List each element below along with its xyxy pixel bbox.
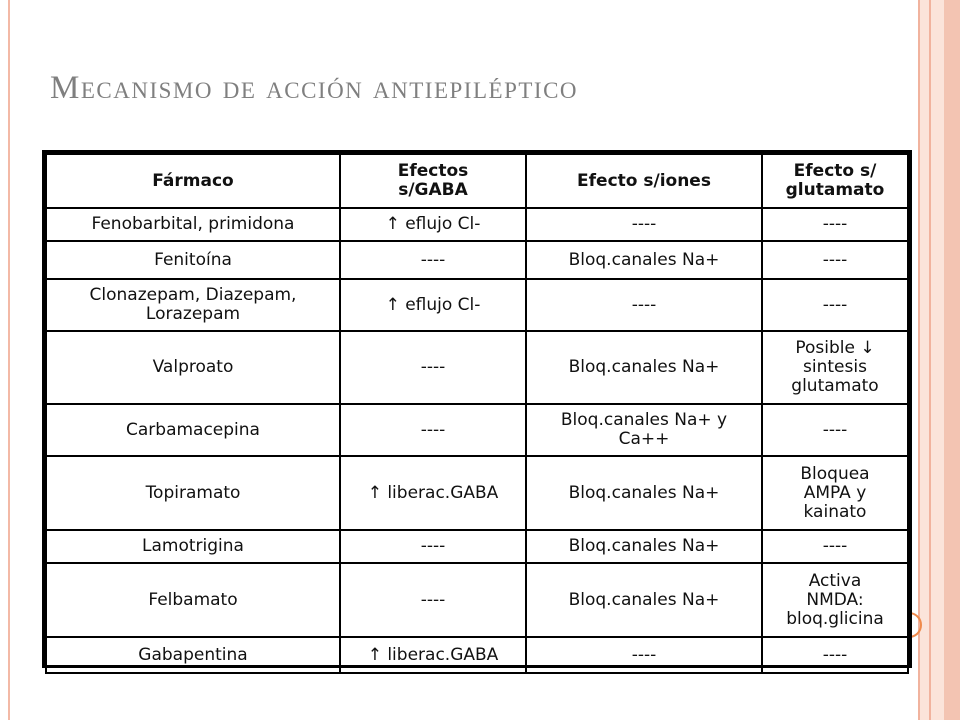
slide-frame-right xyxy=(918,0,960,720)
cell-iones: Bloq.canales Na+ y Ca++ xyxy=(526,404,762,456)
cell-gaba: ↑ eflujo Cl- xyxy=(340,208,526,241)
slide-title: Mecanismo de acción antiepiléptico xyxy=(50,70,579,106)
cell-gaba: ---- xyxy=(340,530,526,563)
cell-iones: ---- xyxy=(526,279,762,331)
cell-gaba: ↑ eflujo Cl- xyxy=(340,279,526,331)
cell-iones: ---- xyxy=(526,208,762,241)
header-glutamato: Efecto s/ glutamato xyxy=(762,154,908,208)
cell-iones: ---- xyxy=(526,637,762,673)
cell-farmaco: Carbamacepina xyxy=(46,404,340,456)
cell-farmaco: Topiramato xyxy=(46,456,340,530)
table-row xyxy=(46,279,908,331)
cell-glutamato: Bloquea AMPA y kainato xyxy=(762,456,908,530)
cell-gaba: ↑ liberac.GABA xyxy=(340,637,526,673)
cell-glutamato: ---- xyxy=(762,530,908,563)
table-header-row xyxy=(46,154,908,208)
cell-glutamato: ---- xyxy=(762,637,908,673)
drug-mechanism-table xyxy=(42,150,912,668)
table-row xyxy=(46,456,908,530)
cell-iones: Bloq.canales Na+ xyxy=(526,456,762,530)
table-row xyxy=(46,208,908,241)
cell-gaba: ---- xyxy=(340,241,526,279)
table-row xyxy=(46,530,908,563)
cell-gaba: ---- xyxy=(340,331,526,404)
cell-farmaco: Valproato xyxy=(46,331,340,404)
table-row xyxy=(46,404,908,456)
cell-gaba: ↑ liberac.GABA xyxy=(340,456,526,530)
cell-farmaco: Felbamato xyxy=(46,563,340,637)
table-row xyxy=(46,241,908,279)
cell-glutamato: Posible ↓ sintesis glutamato xyxy=(762,331,908,404)
table-row xyxy=(46,331,908,404)
cell-gaba: ---- xyxy=(340,563,526,637)
cell-gaba: ---- xyxy=(340,404,526,456)
cell-glutamato: ---- xyxy=(762,404,908,456)
cell-farmaco: Lamotrigina xyxy=(46,530,340,563)
cell-iones: Bloq.canales Na+ xyxy=(526,530,762,563)
cell-farmaco: Gabapentina xyxy=(46,637,340,673)
cell-glutamato: ---- xyxy=(762,241,908,279)
cell-glutamato: ---- xyxy=(762,279,908,331)
table-row xyxy=(46,637,908,673)
cell-iones: Bloq.canales Na+ xyxy=(526,331,762,404)
header-iones: Efecto s/iones xyxy=(526,154,762,208)
cell-farmaco: Clonazepam, Diazepam, Lorazepam xyxy=(46,279,340,331)
cell-glutamato: Activa NMDA: bloq.glicina xyxy=(762,563,908,637)
header-gaba: Efectos s/GABA xyxy=(340,154,526,208)
header-farmaco: Fármaco xyxy=(46,154,340,208)
cell-glutamato: ---- xyxy=(762,208,908,241)
slide-frame-left xyxy=(8,0,10,720)
table-row xyxy=(46,563,908,637)
cell-farmaco: Fenitoína xyxy=(46,241,340,279)
cell-iones: Bloq.canales Na+ xyxy=(526,241,762,279)
cell-iones: Bloq.canales Na+ xyxy=(526,563,762,637)
cell-farmaco: Fenobarbital, primidona xyxy=(46,208,340,241)
